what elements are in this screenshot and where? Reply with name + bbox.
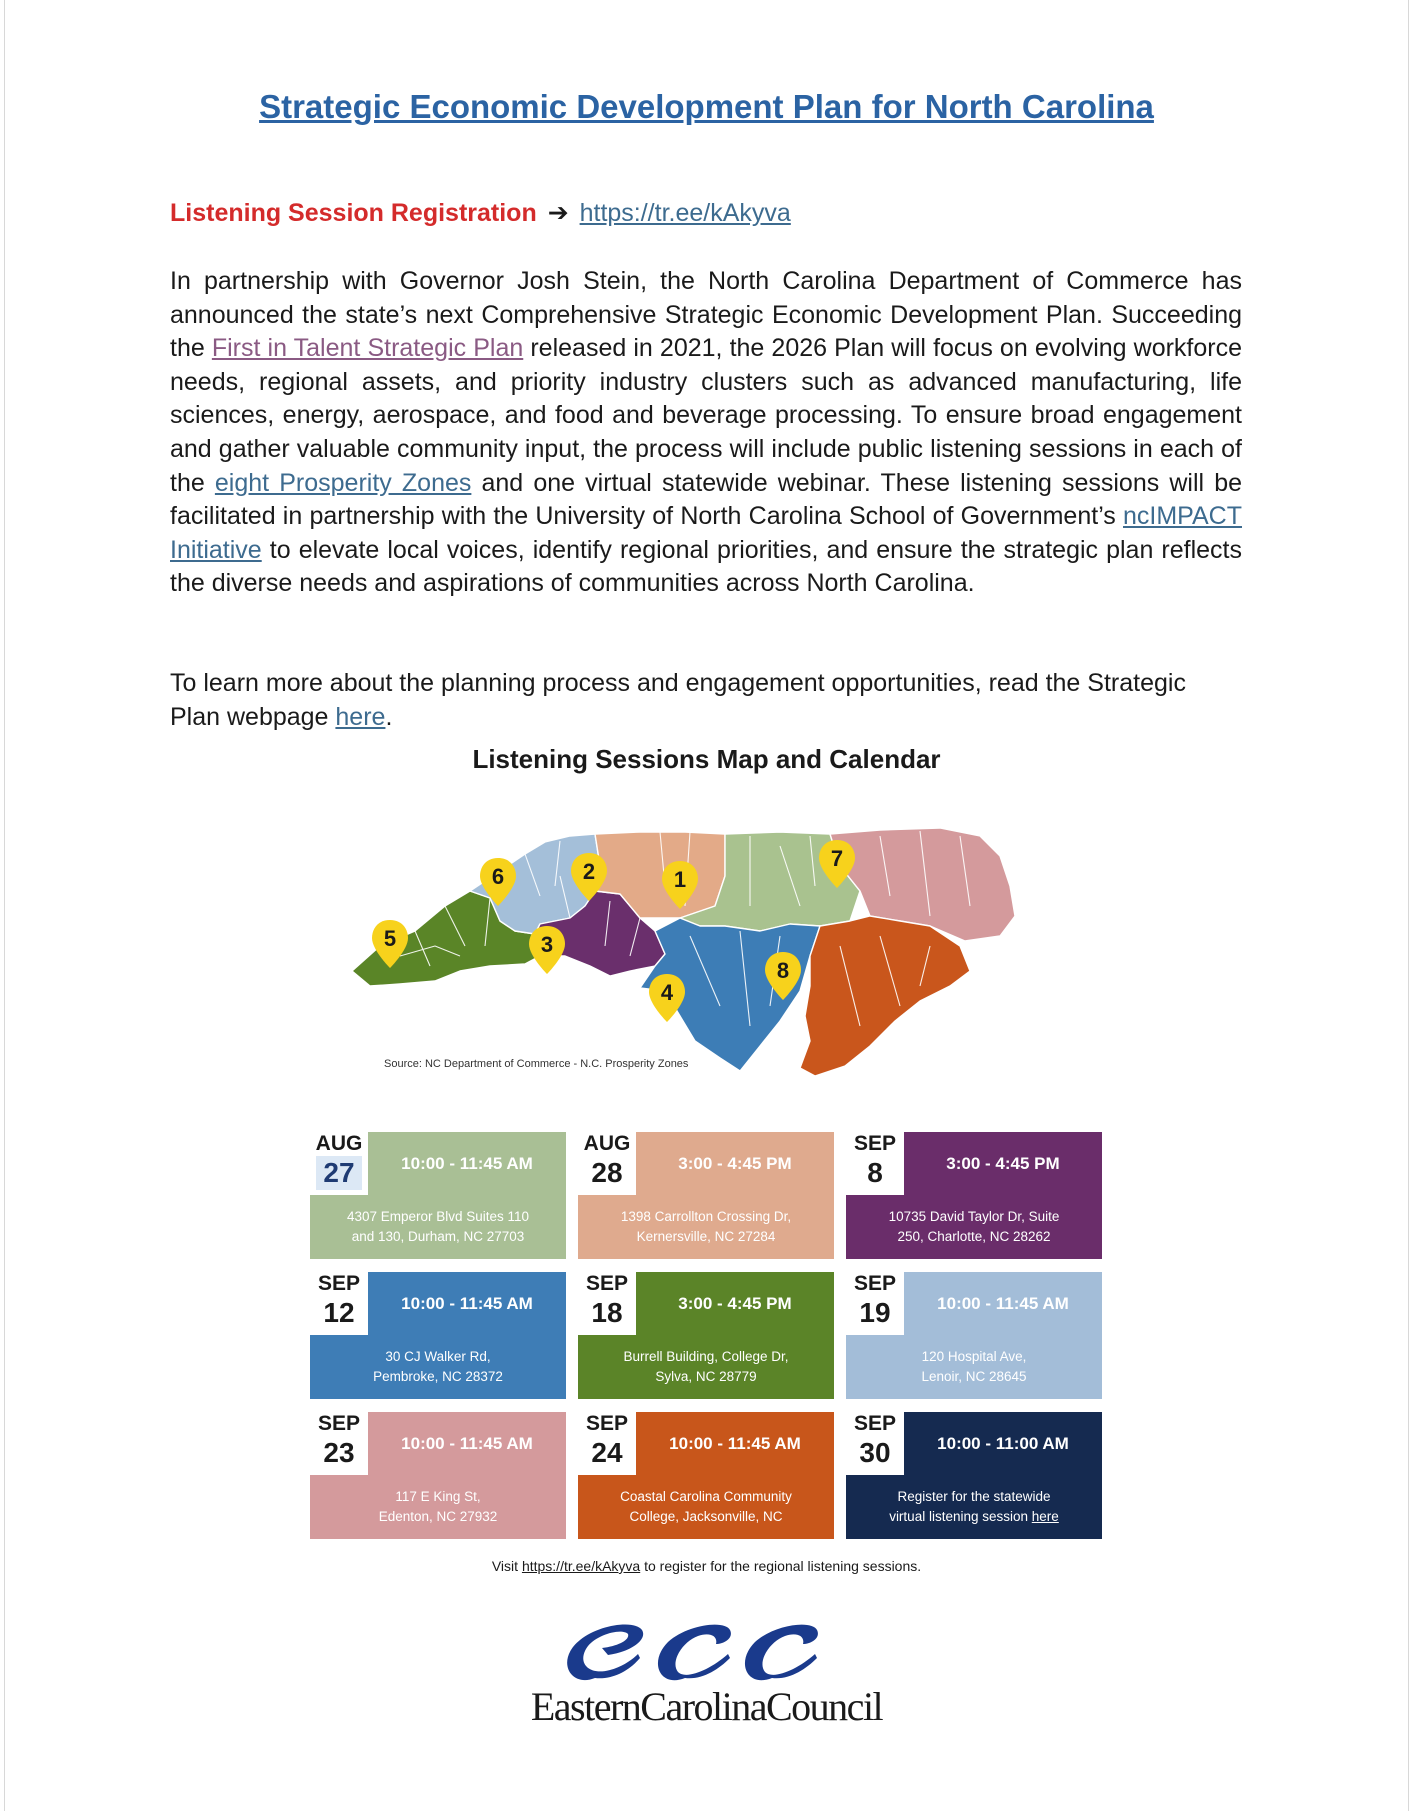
session-address-line-1: Burrell Building, College Dr, <box>623 1349 789 1364</box>
session-address <box>310 1335 566 1399</box>
session-month: SEP <box>317 1412 361 1435</box>
ecc-logo-name: EasternCarolinaCouncil <box>530 1684 883 1729</box>
learn-more-end: . <box>385 702 393 731</box>
map-source: Source: NC Department of Commerce - N.C. Prosperity Zones <box>384 1058 689 1070</box>
session-day: 12 <box>323 1297 355 1328</box>
session-time: 10:00 - 11:45 AM <box>401 1154 533 1173</box>
session-month: SEP <box>585 1272 629 1295</box>
session-card <box>310 1412 566 1539</box>
session-address-line-1: Coastal Carolina Community <box>620 1489 792 1504</box>
ecc-logo-mark <box>567 1625 818 1681</box>
session-address-line-2: Pembroke, NC 28372 <box>373 1369 503 1384</box>
session-address <box>846 1195 1102 1259</box>
session-date <box>578 1412 636 1475</box>
map-section-title: Listening Sessions Map and Calendar <box>472 744 941 774</box>
session-address-line-1: 120 Hospital Ave, <box>921 1349 1027 1364</box>
ncimpact-link[interactable]: ncIMPACT Initiative <box>170 502 1242 564</box>
sessions-calendar <box>310 1132 1102 1540</box>
registration-line <box>170 198 791 228</box>
svg-text:2: 2 <box>582 859 596 884</box>
session-address-line-2: 250, Charlotte, NC 28262 <box>897 1229 1051 1244</box>
intro-text-2: released in 2021, the 2026 Plan will focus on evolving workforce needs, regional assets, and priority industry clusters such as advanced manufacturing, life sciences, energy, aerospace, and food and beverage processing. To ensure broad engagement and gather valuable community input, the process will include public listening sessions in each of the <box>170 334 1243 497</box>
session-card <box>578 1272 834 1399</box>
session-month: SEP <box>853 1132 897 1155</box>
intro-paragraph <box>170 265 1242 601</box>
svg-text:5: 5 <box>383 926 397 951</box>
session-date <box>310 1132 368 1195</box>
svg-text:3: 3 <box>540 932 554 957</box>
session-day: 30 <box>859 1437 891 1468</box>
session-card <box>846 1132 1102 1259</box>
session-address-line-1: 117 E King St, <box>395 1489 481 1504</box>
arrow-icon: ➔ <box>547 199 569 227</box>
session-card-virtual <box>846 1412 1102 1539</box>
visit-text-before: Visit <box>491 1558 522 1574</box>
session-time: 3:00 - 4:45 PM <box>678 1154 792 1173</box>
first-in-talent-link[interactable]: First in Talent Strategic Plan <box>211 334 524 363</box>
session-address-line-2: Sylva, NC 28779 <box>655 1369 757 1384</box>
session-date <box>578 1272 636 1335</box>
svg-text:6: 6 <box>491 864 505 889</box>
page-title-link[interactable]: Strategic Economic Development Plan for North Carolina <box>259 88 1154 125</box>
session-address <box>846 1475 1102 1539</box>
session-month: SEP <box>853 1272 897 1295</box>
intro-text-4: to elevate local voices, identify regional priorities, and ensure the strategic plan reflects the diverse needs and aspirations of communities across North Carolina. <box>170 535 1242 598</box>
session-day: 27 <box>316 1156 362 1190</box>
svg-text:1: 1 <box>673 867 687 892</box>
learn-more-paragraph <box>170 667 1242 734</box>
session-address <box>310 1475 566 1539</box>
session-address-line-2 <box>846 1507 1102 1527</box>
session-address-line-2-text: virtual listening session <box>889 1509 1032 1524</box>
registration-link[interactable]: https://tr.ee/kAkyva <box>579 199 791 227</box>
intro-text-1: In partnership with Governor Josh Stein, the North Carolina Department of Commerce has announced the state’s next Comprehensive Strategic Economic Development Plan. Succeeding the <box>170 267 1242 363</box>
session-time: 10:00 - 11:45 AM <box>401 1294 533 1313</box>
strategic-plan-webpage-link[interactable]: here <box>335 702 386 731</box>
session-address-line-2: Kernersville, NC 27284 <box>636 1229 776 1244</box>
session-date <box>310 1272 368 1335</box>
session-address-line-2: Edenton, NC 27932 <box>378 1509 498 1524</box>
zone-3-pin <box>529 926 565 974</box>
session-card <box>578 1132 834 1259</box>
session-time: 10:00 - 11:45 AM <box>937 1294 1069 1313</box>
session-address <box>578 1195 834 1259</box>
session-month: AUG <box>315 1132 363 1155</box>
session-card <box>310 1132 566 1259</box>
session-day: 24 <box>591 1437 623 1468</box>
session-day: 23 <box>323 1437 355 1468</box>
session-month: SEP <box>853 1412 897 1435</box>
visit-text-after: to register for the regional listening sessions. <box>640 1558 922 1574</box>
session-date <box>846 1272 904 1335</box>
prosperity-zones-link[interactable]: eight Prosperity Zones <box>214 468 472 497</box>
session-address-line-1: 4307 Emperor Blvd Suites 110 <box>346 1209 530 1224</box>
session-address-line-1: Register for the statewide <box>897 1489 1051 1504</box>
session-month: AUG <box>583 1132 631 1155</box>
session-day: 18 <box>591 1297 623 1328</box>
session-address <box>310 1195 566 1259</box>
session-address <box>846 1335 1102 1399</box>
session-date <box>578 1132 636 1195</box>
session-day: 28 <box>591 1157 623 1188</box>
session-date <box>846 1412 904 1475</box>
learn-more-text: To learn more about the planning process and engagement opportunities, read the Strategic Plan webpage <box>170 669 1186 731</box>
session-day: 8 <box>867 1157 883 1188</box>
session-address-line-2: and 130, Durham, NC 27703 <box>351 1229 525 1244</box>
page-title[interactable] <box>0 88 1413 126</box>
session-month: SEP <box>317 1272 361 1295</box>
session-address-line-1: 1398 Carrollton Crossing Dr, <box>620 1209 792 1224</box>
session-time: 10:00 - 11:00 AM <box>937 1434 1069 1453</box>
session-address <box>578 1475 834 1539</box>
visit-line <box>0 1558 1413 1574</box>
session-address-line-1: 10735 David Taylor Dr, Suite <box>888 1209 1060 1224</box>
session-card <box>578 1412 834 1539</box>
registration-label: Listening Session Registration <box>170 199 537 227</box>
session-date <box>846 1132 904 1195</box>
session-month: SEP <box>585 1412 629 1435</box>
intro-text-3: and one virtual statewide webinar. These listening sessions will be facilitated in partnership with the University of North Carolina School of Government’s <box>170 468 1243 531</box>
session-address-line-1: 30 CJ Walker Rd, <box>385 1349 491 1364</box>
session-time: 3:00 - 4:45 PM <box>678 1294 792 1313</box>
virtual-session-register-link[interactable]: here <box>1031 1509 1059 1524</box>
session-time: 10:00 - 11:45 AM <box>401 1434 533 1453</box>
session-time: 10:00 - 11:45 AM <box>669 1434 801 1453</box>
session-address-line-2: Lenoir, NC 28645 <box>921 1369 1027 1384</box>
session-time: 3:00 - 4:45 PM <box>946 1154 1060 1173</box>
session-card <box>310 1272 566 1399</box>
session-address <box>578 1335 834 1399</box>
visit-registration-link[interactable]: https://tr.ee/kAkyva <box>521 1558 641 1574</box>
svg-text:7: 7 <box>830 846 844 871</box>
svg-text:8: 8 <box>776 958 790 983</box>
session-card <box>846 1272 1102 1399</box>
session-address-line-2: College, Jacksonville, NC <box>629 1509 783 1524</box>
svg-text:4: 4 <box>660 980 674 1005</box>
zone-8-region <box>800 916 970 1076</box>
session-date <box>310 1412 368 1475</box>
session-day: 19 <box>859 1297 891 1328</box>
